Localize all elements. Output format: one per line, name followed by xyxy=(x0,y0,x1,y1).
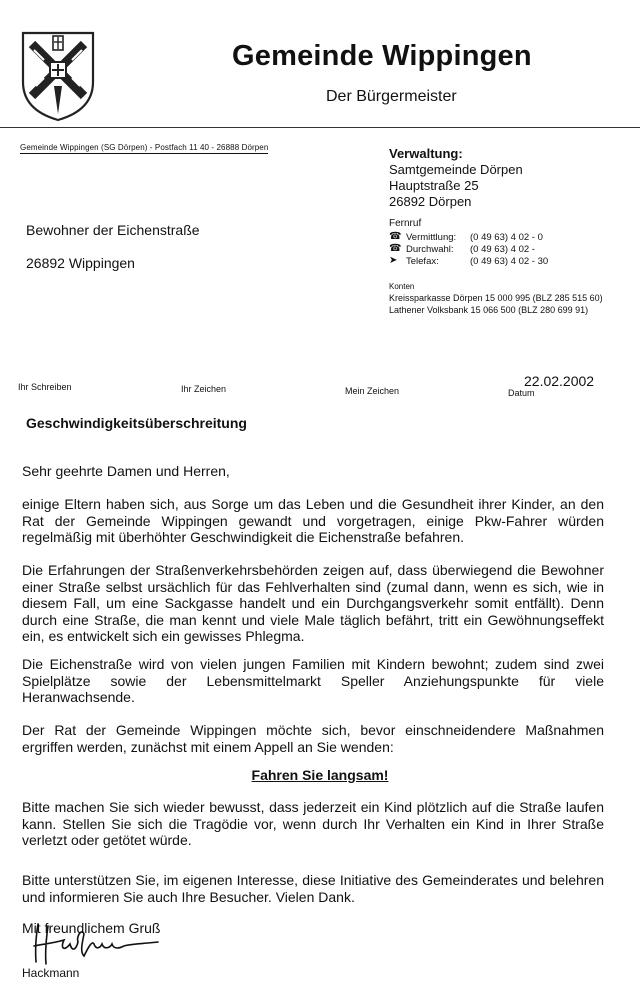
phone-row-label: Telefax: xyxy=(406,256,439,267)
administration-line: Samtgemeinde Dörpen xyxy=(389,162,523,177)
phone-label: Fernruf xyxy=(389,218,422,229)
closing-greeting: Mit freundlichem Gruß xyxy=(22,920,161,936)
body-paragraph: Bitte unterstützen Sie, im eigenen Interesse, diese Initiative des Gemeinderates und belehren und informieren Sie auch Ihre Besucher. Vielen Dank. xyxy=(22,872,604,905)
phone-icon: ☎ xyxy=(389,243,402,254)
ref-ihr-zeichen: Ihr Zeichen xyxy=(181,384,227,394)
municipal-crest-logo xyxy=(20,30,96,122)
recipient-city: 26892 Wippingen xyxy=(26,255,135,271)
phone-row xyxy=(389,256,639,268)
recipient-name: Bewohner der Eichenstraße xyxy=(26,222,200,238)
phone-row-label: Durchwahl: xyxy=(406,244,454,255)
phone-row-number: (0 49 63) 4 02 - 30 xyxy=(470,256,549,267)
letter-date: 22.02.2002 xyxy=(524,373,595,389)
phone-row-number: (0 49 63) 4 02 - 0 xyxy=(470,232,543,243)
arrow-icon: ➤ xyxy=(389,255,398,266)
body-paragraph: Die Eichenstraße wird von vielen jungen Familien mit Kindern bewohnt; zudem sind zwei Spielplätze sowie der Lebensmittelmarkt Speller Anziehungspunkte für viele Heranwachsende. xyxy=(22,656,604,705)
appeal-text: Fahren Sie langsam! xyxy=(251,767,389,783)
body-paragraph: Bitte machen Sie sich wieder bewusst, dass jederzeit ein Kind plötzlich auf die Straße laufen kann. Stellen Sie sich die Tragödie vor, wenn durch Ihr Verhalten ein Kind in Ihrer Straße verletzt oder getötet würde. xyxy=(22,799,604,848)
phone-row xyxy=(389,244,639,256)
ref-mein-zeichen: Mein Zeichen xyxy=(345,386,400,396)
administration-line: 26892 Dörpen xyxy=(389,194,472,209)
administration-line: Hauptstraße 25 xyxy=(389,178,479,193)
account-line: Kreissparkasse Dörpen 15 000 995 (BLZ 285 515 60) xyxy=(389,293,603,303)
account-line: Lathener Volksbank 15 066 500 (BLZ 280 699 91) xyxy=(389,305,589,315)
signer-name: Hackmann xyxy=(22,966,80,980)
appeal-heading xyxy=(0,767,640,783)
mayor-subtitle: Der Bürgermeister xyxy=(326,88,457,105)
body-paragraph: Der Rat der Gemeinde Wippingen möchte sich, bevor einschneidendere Maßnahmen ergriffen werden, zunächst mit einem Appell an Sie wenden: xyxy=(22,722,604,755)
administration-heading: Verwaltung: xyxy=(389,146,463,161)
body-paragraph: Die Erfahrungen der Straßenverkehrsbehörden zeigen auf, dass überwiegend die Bewohner einer Straße selbst ursächlich für das Fehlverhalten sind (zumal dann, wenn es sich, wie in diesem Fall, um eine Sackgasse handelt und ein Durchgangsverkehr somit entfällt). Denn durch eine Straße, die man kennt und viele Male täglich befährt, tritt ein Gewöhnungseffekt ein, es entwickelt sich ein gewisses Phlegma. xyxy=(22,562,604,644)
header-divider xyxy=(0,127,640,128)
phone-row-number: (0 49 63) 4 02 - xyxy=(470,244,535,255)
sender-address-line: Gemeinde Wippingen (SG Dörpen) - Postfach 11 40 - 26888 Dörpen xyxy=(20,143,269,152)
phone-icon: ☎ xyxy=(389,231,402,242)
handwritten-signature xyxy=(30,918,165,970)
ref-datum-label: Datum xyxy=(508,388,535,398)
salutation: Sehr geehrte Damen und Herren, xyxy=(22,463,230,479)
phone-row xyxy=(389,232,639,244)
body-paragraph: einige Eltern haben sich, aus Sorge um das Leben und die Gesundheit ihrer Kinder, an den Rat der Gemeinde Wippingen gewandt und vorgetragen, einige Pkw-Fahrer würden regelmäßig mit überhöhter Geschwindigkeit die Eichenstraße befahren. xyxy=(22,496,604,545)
municipality-title: Gemeinde Wippingen xyxy=(232,40,532,72)
accounts-label: Konten xyxy=(389,282,415,291)
ref-ihr-schreiben: Ihr Schreiben xyxy=(18,382,72,392)
subject-line: Geschwindigkeitsüberschreitung xyxy=(26,415,247,431)
phone-row-label: Vermittlung: xyxy=(406,232,457,243)
